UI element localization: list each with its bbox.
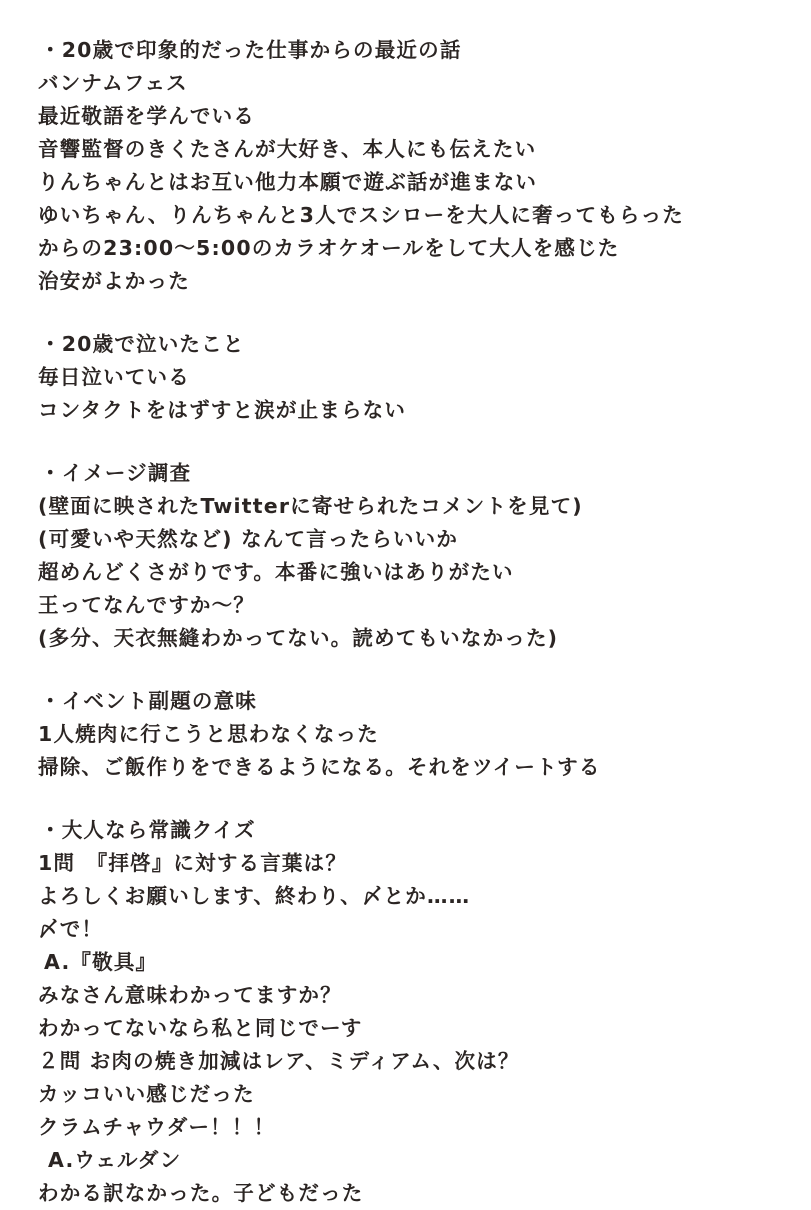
text-line: クラムチャウダー！！！ — [38, 1115, 276, 1139]
section-crying — [38, 328, 791, 427]
section-memorable-work — [38, 34, 791, 298]
text-line: 音響監督のきくたさんが大好き、本人にも伝えたい — [38, 137, 537, 161]
text-line: (多分、天衣無縫わかってない。読めてもいなかった) — [38, 626, 559, 650]
text-line: 〆で！ — [38, 917, 104, 941]
section-image-survey — [38, 457, 791, 655]
text-line: 毎日泣いている — [38, 365, 190, 389]
text-line: みなさん意味わかってますか？ — [38, 983, 342, 1007]
text-line: わかってないなら私と同じでーす — [38, 1016, 363, 1040]
text-line: りんちゃんとはお互い他力本願で遊ぶ話が進まない — [38, 170, 538, 194]
text-line: 掃除、ご飯作りをできるようになる。それをツイートする — [38, 755, 601, 779]
text-line: バンナムフェス — [38, 71, 188, 95]
quiz-question-1: 1問 『拝啓』に対する言葉は？ — [38, 851, 348, 875]
quiz-question-2: ２問 お肉の焼き加減はレア、ミディアム、次は？ — [38, 1049, 520, 1073]
text-line: からの23:00〜5:00のカラオケオールをして大人を感じた — [38, 236, 620, 260]
text-line: よろしくお願いします、終わり、〆とか…… — [38, 884, 471, 908]
text-line: 1人焼肉に行こうと思わなくなった — [38, 722, 379, 746]
text-line: ゆいちゃん、りんちゃんと3人でスシローを大人に奢ってもらった — [38, 203, 684, 227]
section-heading: ・大人なら常識クイズ — [40, 818, 256, 842]
text-line: 治安がよかった — [38, 269, 190, 293]
section-event-subtitle — [38, 685, 791, 784]
text-line: 最近敬語を学んでいる — [38, 104, 255, 128]
text-line: (可愛いや天然など) なんて言ったらいいか — [38, 527, 459, 551]
text-line: (壁面に映されたTwitterに寄せられたコメントを見て) — [38, 494, 583, 518]
section-heading: ・イメージ調査 — [40, 461, 192, 485]
text-line: 超めんどくさがりです。本番に強いはありがたい — [38, 560, 514, 584]
text-line: わかる訳なかった。子どもだった — [38, 1181, 364, 1205]
section-heading: ・イベント副題の意味 — [40, 689, 257, 713]
quiz-answer-2: A.ウェルダン — [48, 1148, 182, 1172]
text-line: コンタクトをはずすと涙が止まらない — [38, 398, 407, 422]
section-heading: ・20歳で印象的だった仕事からの最近の話 — [40, 38, 462, 62]
quiz-answer-1: A.『敬具』 — [44, 950, 158, 974]
section-adult-quiz — [38, 814, 791, 1210]
section-heading: ・20歳で泣いたこと — [40, 332, 245, 356]
text-line: 王ってなんですか〜？ — [38, 593, 255, 617]
text-line: カッコいい感じだった — [38, 1082, 255, 1106]
